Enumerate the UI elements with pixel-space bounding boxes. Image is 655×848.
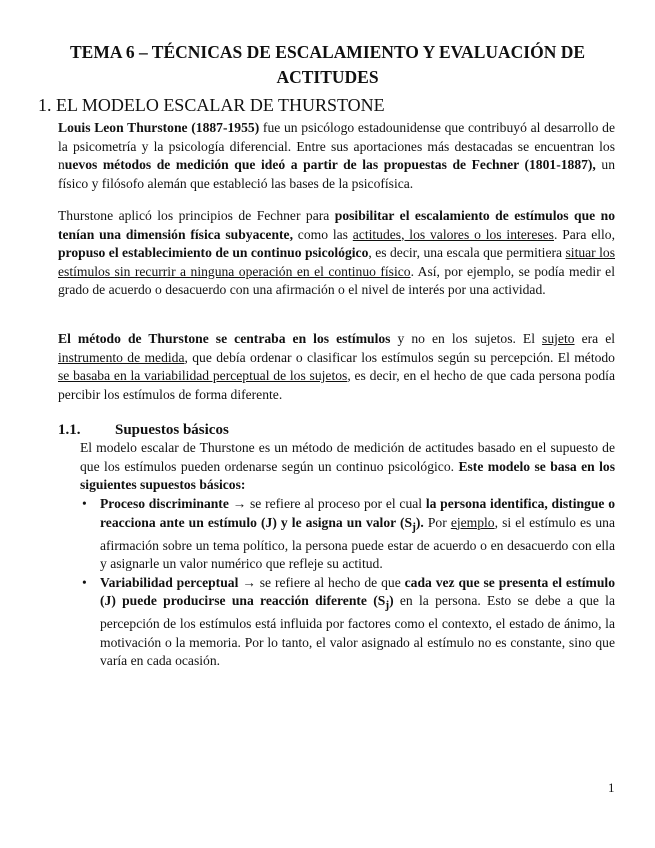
bold-text: Proceso discriminante → [100,496,247,511]
text: y no en los sujetos. El [390,331,543,346]
paragraph-psychological-continuum [58,207,615,300]
assumptions-list [80,495,615,671]
bullet-icon: • [82,574,87,590]
list-item [80,495,615,574]
bold-text: El método de Thurstone se centraba en los estímulos [58,331,391,346]
underlined-text: actitudes, los valores o los intereses [352,226,554,242]
bold-text: Louis Leon Thurstone (1887-1955) [58,120,260,135]
bold-text: uevos métodos de medición que ideó a partir de las propuestas de Fechner (1801-1887), [64,157,596,172]
page-number: 1 [608,780,615,795]
text: , es decir, una escala que permitiera [368,245,566,260]
text: fue un psicólogo estadounidense que contribuyó al desarrollo de la psicometría y la psicología diferencial. Entre sus aportaciones más destacadas se encuentran los n [58,120,615,172]
subsection-heading [58,420,229,440]
subscript: j [385,599,390,612]
text: como las [292,226,353,242]
subsection-number: 1.1. [58,422,81,438]
paragraph-stimulus-method [58,330,615,404]
bold-text: Variabilidad perceptual → [100,574,256,590]
text: era el [574,331,616,346]
text: se refiere al hecho de que [255,574,405,590]
text: . Para ello, [553,226,615,242]
text: El modelo escalar de Thurstone es un método de medición de actitudes basado en el supuesto de que los estímulos pueden ordenarse según un continuo psicológico. [80,440,615,474]
text: cada vez que se presenta el estímulo (J) puede producirse una reacción diferente (S [100,574,616,609]
paragraph-thurstone-intro [58,119,615,193]
text: en la persona. Esto se debe a que la percepción de los estímulos está influida por factores como el contexto, el estado de ánimo, la motivación o la memoria. Por lo tanto, el valor asignado al estímulo no es constante, sino que varía en cada ocasión. [100,593,615,669]
list-item [80,574,615,671]
text: , si el estímulo es una afirmación sobre un tema político, la persona puede estar de acuerdo o en desacuerdo con ella y asignarle un valor numérico que refleje su actitud. [100,514,615,572]
document-title: TEMA 6 – TÉCNICAS DE ESCALAMIENTO Y EVALUACIÓN DE ACTITUDES [69,42,586,87]
text: ) [389,593,394,609]
underlined-text: ejemplo [450,514,495,530]
bold-text: posibilitar el escalamiento de estímulos que no tenían una dimensión física subyacente, [58,208,615,242]
underlined-text: instrumento de medida [58,349,185,365]
paragraph-basic-assumptions [80,439,615,495]
bullet-icon: • [82,496,87,511]
text: Thurstone aplicó los principios de Fechner para [58,208,335,223]
text: Por [423,514,451,530]
text: un físico y filósofo alemán que estableció las bases de la psicofísica. [58,157,615,191]
bold-text: propuso el establecimiento de un continuo psicológico [58,245,369,260]
text: , que debía ordenar o clasificar los estímulos según su percepción. El método [184,349,615,365]
text: , es decir, en el hecho de que cada persona podía percibir los estímulos de forma diferente. [58,368,615,402]
bold-text: Este modelo se basa en los siguientes supuestos básicos: [80,458,615,492]
underlined-text: situar los estímulos sin recurrir a ninguna operación en el continuo físico [58,245,616,279]
subsection-title: Supuestos básicos [115,422,229,438]
section-heading: 1. EL MODELO ESCALAR DE THURSTONE [38,95,385,115]
underlined-text: sujeto [542,331,575,346]
text: se refiere al proceso por el cual [246,496,426,511]
text: ). [415,514,424,530]
text: . Así, por ejemplo, se podía medir el grado de acuerdo o desacuerdo con una afirmación o el nivel de interés por una actividad. [58,263,615,297]
text: la persona identifica, distingue o reacciona ante un estímulo (J) y le asigna un valor (S [100,496,615,530]
underlined-text: se basaba en la variabilidad perceptual de los sujetos [58,368,348,383]
subscript: j [412,521,416,534]
